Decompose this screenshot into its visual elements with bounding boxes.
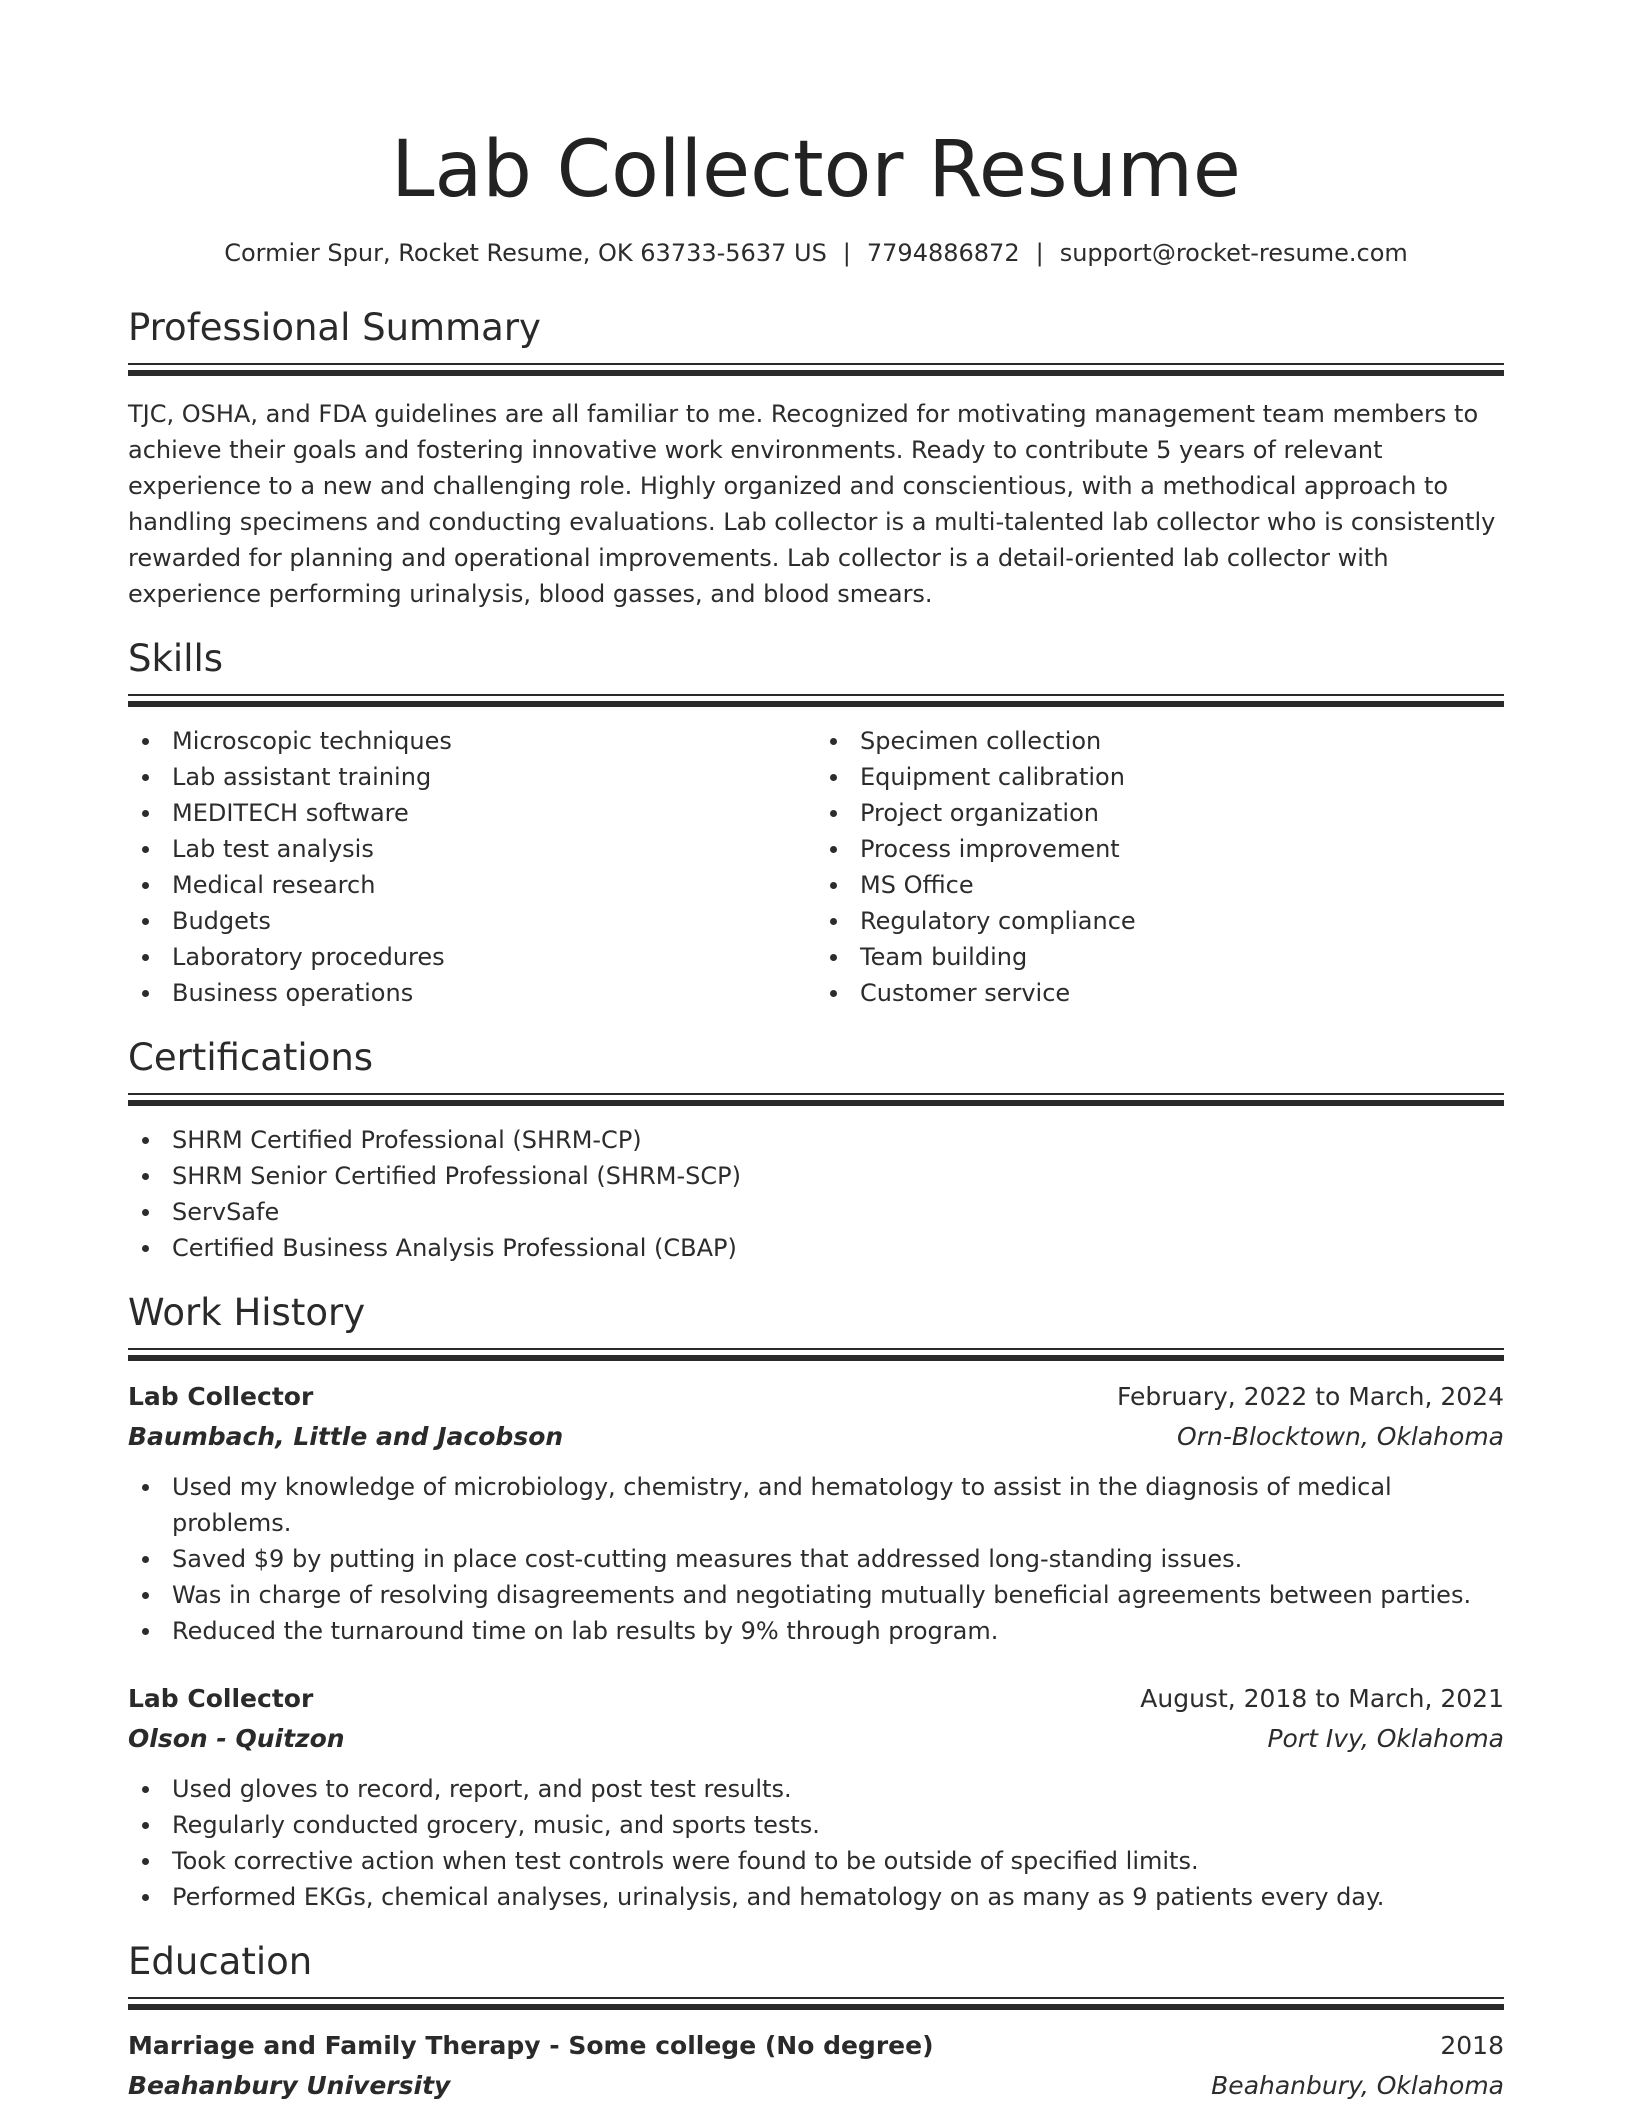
summary-section <box>128 305 1504 612</box>
skill-item: Lab test analysis <box>128 831 816 867</box>
job-duties-list <box>128 1469 1504 1649</box>
contact-phone: 7794886872 <box>866 239 1020 267</box>
contact-address: Cormier Spur, Rocket Resume, OK 63733-5637 US <box>224 239 827 267</box>
contact-line <box>128 237 1504 269</box>
certifications-list <box>128 1122 1504 1266</box>
certification-item: SHRM Senior Certified Professional (SHRM-SCP) <box>128 1158 1504 1194</box>
certification-item: ServSafe <box>128 1194 1504 1230</box>
job-entry <box>128 1377 1504 1649</box>
job-location: Port Ivy, Oklahoma <box>1267 1724 1504 1753</box>
job-duty: Performed EKGs, chemical analyses, urinalysis, and hematology on as many as 9 patients every day. <box>128 1879 1504 1915</box>
job-header <box>128 1679 1504 1719</box>
skills-list-right <box>816 723 1504 1011</box>
job-header <box>128 1377 1504 1417</box>
job-duty: Took corrective action when test controls were found to be outside of specified limits. <box>128 1843 1504 1879</box>
section-heading: Education <box>128 1940 313 1983</box>
education-school: Beahanbury University <box>128 2071 451 2100</box>
summary-text: TJC, OSHA, and FDA guidelines are all familiar to me. Recognized for motivating management team members to achieve their goals and fostering innovative work environments. Ready to contribute 5 years of relevant experience to a new and challenging role. Highly organized and conscientious, with a methodical approach to handling specimens and conducting evaluations. Lab collector is a multi-talented lab collector who is consistently rewarded for planning and operational improvements. Lab collector is a detail-oriented lab collector with experience performing urinalysis, blood gasses, and blood smears. <box>128 400 1496 608</box>
skill-item: Business operations <box>128 975 816 1011</box>
job-subheader <box>128 1719 1504 1759</box>
work-history-section <box>128 1290 1504 1915</box>
education-header <box>128 2026 1504 2066</box>
section-divider <box>128 694 1504 707</box>
certification-item: Certified Business Analysis Professional (CBAP) <box>128 1230 1504 1266</box>
skill-item: Equipment calibration <box>816 759 1504 795</box>
contact-email: support@rocket-resume.com <box>1059 239 1408 267</box>
education-subheader <box>128 2066 1504 2106</box>
section-divider <box>128 1348 1504 1361</box>
section-divider <box>128 363 1504 376</box>
job-company: Baumbach, Little and Jacobson <box>128 1422 564 1451</box>
section-heading: Skills <box>128 637 224 680</box>
certification-item: SHRM Certified Professional (SHRM-CP) <box>128 1122 1504 1158</box>
contact-separator: | <box>1035 239 1044 267</box>
job-dates: August, 2018 to March, 2021 <box>1140 1684 1504 1713</box>
job-duty: Used my knowledge of microbiology, chemistry, and hematology to assist in the diagnosis of medical problems. <box>128 1469 1504 1541</box>
skill-item: Medical research <box>128 867 816 903</box>
job-duty: Was in charge of resolving disagreements and negotiating mutually beneficial agreements between parties. <box>128 1577 1504 1613</box>
section-heading: Professional Summary <box>128 306 541 349</box>
job-company: Olson - Quitzon <box>128 1724 345 1753</box>
skills-section <box>128 636 1504 1011</box>
section-divider <box>128 1093 1504 1106</box>
job-location: Orn-Blocktown, Oklahoma <box>1177 1422 1504 1451</box>
education-location: Beahanbury, Oklahoma <box>1211 2071 1504 2100</box>
skill-item: Specimen collection <box>816 723 1504 759</box>
section-heading: Work History <box>128 1291 366 1334</box>
job-duty: Reduced the turnaround time on lab results by 9% through program. <box>128 1613 1504 1649</box>
skills-grid <box>128 723 1504 1011</box>
job-duty: Saved $9 by putting in place cost-cutting measures that addressed long-standing issues. <box>128 1541 1504 1577</box>
section-divider <box>128 1997 1504 2010</box>
skill-item: Microscopic techniques <box>128 723 816 759</box>
skills-list-left <box>128 723 816 1011</box>
job-title: Lab Collector <box>128 1684 314 1713</box>
skill-item: Regulatory compliance <box>816 903 1504 939</box>
skill-item: Laboratory procedures <box>128 939 816 975</box>
job-duties-list <box>128 1771 1504 1915</box>
contact-separator: | <box>842 239 851 267</box>
education-section <box>128 1939 1504 2106</box>
job-subheader <box>128 1417 1504 1457</box>
skill-item: Project organization <box>816 795 1504 831</box>
job-entry <box>128 1679 1504 1915</box>
education-entry <box>128 2026 1504 2106</box>
job-duty: Used gloves to record, report, and post test results. <box>128 1771 1504 1807</box>
skill-item: Team building <box>816 939 1504 975</box>
job-duty: Regularly conducted grocery, music, and sports tests. <box>128 1807 1504 1843</box>
education-year: 2018 <box>1440 2031 1504 2060</box>
education-degree: Marriage and Family Therapy - Some college (No degree) <box>128 2031 934 2060</box>
certifications-section <box>128 1035 1504 1266</box>
skill-item: MS Office <box>816 867 1504 903</box>
job-dates: February, 2022 to March, 2024 <box>1116 1382 1504 1411</box>
resume-title: Lab Collector Resume <box>391 125 1241 215</box>
skill-item: Budgets <box>128 903 816 939</box>
section-heading: Certifications <box>128 1036 374 1079</box>
skill-item: Process improvement <box>816 831 1504 867</box>
skill-item: MEDITECH software <box>128 795 816 831</box>
job-title: Lab Collector <box>128 1382 314 1411</box>
skill-item: Lab assistant training <box>128 759 816 795</box>
skill-item: Customer service <box>816 975 1504 1011</box>
